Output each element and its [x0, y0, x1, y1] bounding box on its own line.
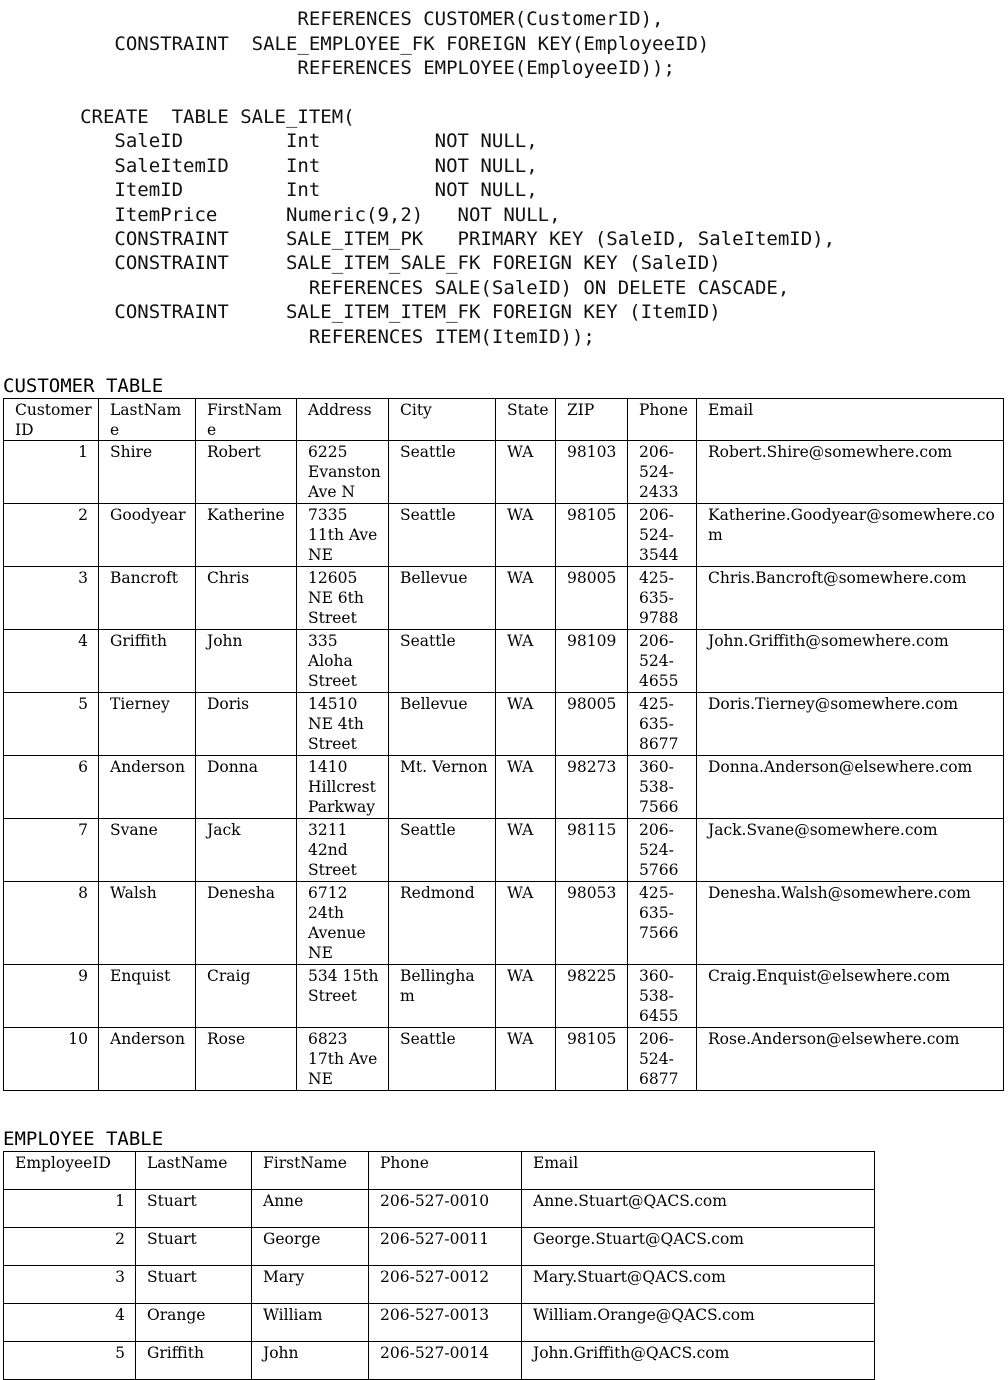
table-cell: 5: [4, 1342, 136, 1380]
table-cell: Robert.Shire@somewhere.com: [697, 441, 1004, 504]
sql-line: REFERENCES ITEM(ItemID));: [0, 326, 595, 348]
column-header: Phone: [628, 399, 697, 441]
table-cell: 98005: [556, 693, 628, 756]
table-cell: Katherine: [196, 504, 297, 567]
sql-line: REFERENCES SALE(SaleID) ON DELETE CASCADE,: [0, 277, 790, 299]
table-cell: 425-635-9788: [628, 567, 697, 630]
table-cell: Rose: [196, 1028, 297, 1091]
table-cell: Craig.Enquist@elsewhere.com: [697, 965, 1004, 1028]
table-cell: 206-527-0013: [369, 1304, 522, 1342]
table-cell: 335 Aloha Street: [297, 630, 389, 693]
table-header-row: [4, 1152, 875, 1190]
table-cell: 3: [4, 567, 99, 630]
table-cell: 6: [4, 756, 99, 819]
table-row: [4, 1304, 875, 1342]
table-cell: 206-524-2433: [628, 441, 697, 504]
table-cell: Griffith: [99, 630, 196, 693]
sql-line: ItemID Int NOT NULL,: [0, 179, 538, 201]
table-cell: Stuart: [136, 1190, 252, 1228]
column-header: LastName: [136, 1152, 252, 1190]
table-cell: 7335 11th Ave NE: [297, 504, 389, 567]
table-cell: 6823 17th Ave NE: [297, 1028, 389, 1091]
table-cell: WA: [496, 441, 556, 504]
table-cell: 3211 42nd Street: [297, 819, 389, 882]
table-row: [4, 1266, 875, 1304]
table-row: [4, 567, 1004, 630]
table-cell: Griffith: [136, 1342, 252, 1380]
sql-line: ItemPrice Numeric(9,2) NOT NULL,: [0, 204, 561, 226]
table-cell: 2: [4, 504, 99, 567]
table-cell: WA: [496, 1028, 556, 1091]
table-cell: 12605 NE 6th Street: [297, 567, 389, 630]
column-header: ZIP: [556, 399, 628, 441]
table-cell: Mary: [252, 1266, 369, 1304]
table-cell: Doris.Tierney@somewhere.com: [697, 693, 1004, 756]
table-cell: Chris.Bancroft@somewhere.com: [697, 567, 1004, 630]
table-cell: 4: [4, 1304, 136, 1342]
employee-table-title: EMPLOYEE TABLE: [3, 1128, 164, 1150]
sql-line: CONSTRAINT SALE_ITEM_PK PRIMARY KEY (SaleID, SaleItemID),: [0, 228, 836, 250]
table-row: [4, 882, 1004, 965]
table-cell: 14510 NE 4th Street: [297, 693, 389, 756]
table-cell: 8: [4, 882, 99, 965]
table-cell: 360-538-7566: [628, 756, 697, 819]
table-cell: 98109: [556, 630, 628, 693]
column-header: LastName: [99, 399, 196, 441]
table-row: [4, 693, 1004, 756]
table-cell: 98225: [556, 965, 628, 1028]
table-cell: Mt. Vernon: [389, 756, 496, 819]
table-cell: Denesha.Walsh@somewhere.com: [697, 882, 1004, 965]
column-header: Address: [297, 399, 389, 441]
table-cell: 206-527-0012: [369, 1266, 522, 1304]
sql-line: CREATE TABLE SALE_ITEM(: [0, 106, 355, 128]
table-cell: 2: [4, 1228, 136, 1266]
sql-line: CONSTRAINT SALE_EMPLOYEE_FK FOREIGN KEY(EmployeeID): [0, 33, 710, 55]
sql-line: CONSTRAINT SALE_ITEM_SALE_FK FOREIGN KEY (SaleID): [0, 252, 721, 274]
table-cell: Donna: [196, 756, 297, 819]
table-cell: Stuart: [136, 1266, 252, 1304]
table-cell: Craig: [196, 965, 297, 1028]
table-cell: 98105: [556, 1028, 628, 1091]
table-cell: WA: [496, 965, 556, 1028]
table-row: [4, 756, 1004, 819]
table-cell: WA: [496, 504, 556, 567]
table-cell: 206-527-0011: [369, 1228, 522, 1266]
table-cell: Jack.Svane@somewhere.com: [697, 819, 1004, 882]
table-row: [4, 1342, 875, 1380]
table-cell: John: [196, 630, 297, 693]
table-row: [4, 441, 1004, 504]
table-cell: 9: [4, 965, 99, 1028]
table-cell: Mary.Stuart@QACS.com: [522, 1266, 875, 1304]
table-cell: WA: [496, 630, 556, 693]
sql-line: SaleID Int NOT NULL,: [0, 130, 538, 152]
column-header: Customer ID: [4, 399, 99, 441]
table-cell: 206-524-5766: [628, 819, 697, 882]
table-cell: Anderson: [99, 1028, 196, 1091]
table-cell: Seattle: [389, 504, 496, 567]
table-cell: WA: [496, 756, 556, 819]
sql-line: REFERENCES CUSTOMER(CustomerID),: [0, 8, 664, 30]
table-cell: John: [252, 1342, 369, 1380]
table-cell: George: [252, 1228, 369, 1266]
table-row: [4, 504, 1004, 567]
table-cell: Anderson: [99, 756, 196, 819]
column-header: Email: [697, 399, 1004, 441]
column-header: Phone: [369, 1152, 522, 1190]
table-cell: 360-538-6455: [628, 965, 697, 1028]
table-cell: 425-635-8677: [628, 693, 697, 756]
table-cell: 7: [4, 819, 99, 882]
table-row: [4, 1228, 875, 1266]
table-cell: 4: [4, 630, 99, 693]
table-cell: John.Griffith@somewhere.com: [697, 630, 1004, 693]
table-cell: John.Griffith@QACS.com: [522, 1342, 875, 1380]
column-header: City: [389, 399, 496, 441]
table-cell: Robert: [196, 441, 297, 504]
column-header: FirstName: [252, 1152, 369, 1190]
table-row: [4, 630, 1004, 693]
table-cell: WA: [496, 693, 556, 756]
table-cell: Doris: [196, 693, 297, 756]
table-row: [4, 965, 1004, 1028]
table-cell: 98273: [556, 756, 628, 819]
table-cell: 206-524-3544: [628, 504, 697, 567]
table-cell: Enquist: [99, 965, 196, 1028]
table-cell: WA: [496, 819, 556, 882]
table-cell: Rose.Anderson@elsewhere.com: [697, 1028, 1004, 1091]
table-cell: WA: [496, 882, 556, 965]
sql-line: CONSTRAINT SALE_ITEM_ITEM_FK FOREIGN KEY (ItemID): [0, 301, 721, 323]
table-row: [4, 1190, 875, 1228]
employee-table: [3, 1151, 875, 1380]
table-cell: Shire: [99, 441, 196, 504]
table-cell: 10: [4, 1028, 99, 1091]
table-cell: WA: [496, 567, 556, 630]
table-cell: 206-527-0010: [369, 1190, 522, 1228]
table-cell: 1410 Hillcrest Parkway: [297, 756, 389, 819]
sql-line: REFERENCES EMPLOYEE(EmployeeID));: [0, 57, 675, 79]
table-cell: Denesha: [196, 882, 297, 965]
table-cell: Orange: [136, 1304, 252, 1342]
table-cell: Tierney: [99, 693, 196, 756]
table-cell: 206-524-4655: [628, 630, 697, 693]
table-cell: Seattle: [389, 1028, 496, 1091]
table-cell: Seattle: [389, 819, 496, 882]
customer-table-title: CUSTOMER TABLE: [3, 375, 164, 397]
table-row: [4, 819, 1004, 882]
table-cell: 98105: [556, 504, 628, 567]
table-cell: Redmond: [389, 882, 496, 965]
table-cell: George.Stuart@QACS.com: [522, 1228, 875, 1266]
customer-table: [3, 398, 1004, 1091]
table-cell: William.Orange@QACS.com: [522, 1304, 875, 1342]
column-header: EmployeeID: [4, 1152, 136, 1190]
table-cell: 206-527-0014: [369, 1342, 522, 1380]
table-cell: William: [252, 1304, 369, 1342]
table-row: [4, 1028, 1004, 1091]
table-cell: 425-635-7566: [628, 882, 697, 965]
table-cell: Stuart: [136, 1228, 252, 1266]
table-cell: 1: [4, 441, 99, 504]
table-cell: Jack: [196, 819, 297, 882]
table-cell: 98115: [556, 819, 628, 882]
table-cell: 98005: [556, 567, 628, 630]
table-cell: Seattle: [389, 630, 496, 693]
table-cell: 98053: [556, 882, 628, 965]
table-cell: Anne: [252, 1190, 369, 1228]
table-cell: 3: [4, 1266, 136, 1304]
sql-line: SaleItemID Int NOT NULL,: [0, 155, 538, 177]
table-header-row: [4, 399, 1004, 441]
table-cell: Bellingham: [389, 965, 496, 1028]
column-header: Email: [522, 1152, 875, 1190]
table-cell: 5: [4, 693, 99, 756]
table-cell: 98103: [556, 441, 628, 504]
table-cell: Seattle: [389, 441, 496, 504]
table-cell: 206-524-6877: [628, 1028, 697, 1091]
table-cell: 6225 Evanston Ave N: [297, 441, 389, 504]
table-cell: Svane: [99, 819, 196, 882]
table-cell: Bancroft: [99, 567, 196, 630]
table-cell: 6712 24th Avenue NE: [297, 882, 389, 965]
column-header: State: [496, 399, 556, 441]
table-cell: 1: [4, 1190, 136, 1228]
table-cell: Anne.Stuart@QACS.com: [522, 1190, 875, 1228]
table-cell: Donna.Anderson@elsewhere.com: [697, 756, 1004, 819]
table-cell: Bellevue: [389, 693, 496, 756]
table-cell: Chris: [196, 567, 297, 630]
table-cell: 534 15th Street: [297, 965, 389, 1028]
table-cell: Goodyear: [99, 504, 196, 567]
table-cell: Walsh: [99, 882, 196, 965]
table-cell: Katherine.Goodyear@somewhere.com: [697, 504, 1004, 567]
column-header: FirstName: [196, 399, 297, 441]
table-cell: Bellevue: [389, 567, 496, 630]
